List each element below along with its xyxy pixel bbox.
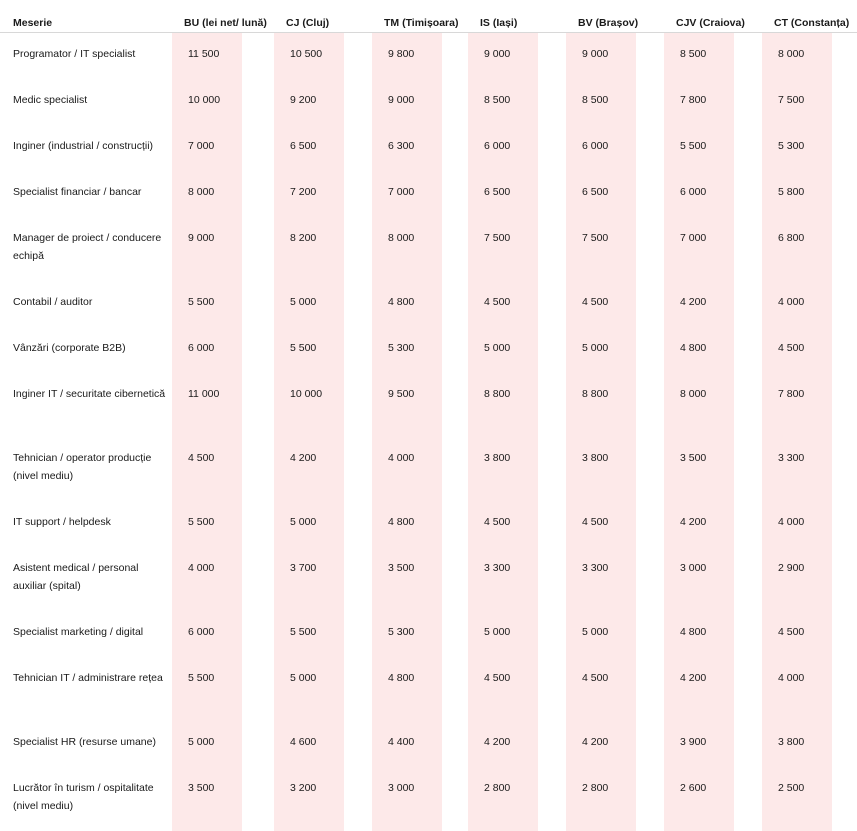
salary-value: 4 000 xyxy=(762,281,832,327)
value-cell xyxy=(172,171,274,217)
salary-value: 2 900 xyxy=(762,547,832,611)
salary-value: 3 300 xyxy=(566,547,636,611)
value-cell xyxy=(664,79,762,125)
job-cell: Lucrător în turism / ospitalitate (nivel mediu) xyxy=(0,767,172,831)
job-cell: Contabil / auditor xyxy=(0,281,172,327)
value-cell xyxy=(372,721,468,767)
salary-value: 8 000 xyxy=(372,217,442,281)
value-cell xyxy=(274,125,372,171)
value-cell xyxy=(762,373,857,437)
value-cell xyxy=(372,657,468,721)
salary-value: 4 000 xyxy=(172,547,242,611)
value-cell xyxy=(566,373,664,437)
salary-value: 4 000 xyxy=(762,657,832,721)
value-cell xyxy=(274,501,372,547)
value-cell xyxy=(566,171,664,217)
header-bu: BU (lei net/ lună) xyxy=(172,0,274,33)
job-cell: Specialist financiar / bancar xyxy=(0,171,172,217)
salary-value: 11 500 xyxy=(172,33,242,79)
salary-value: 7 500 xyxy=(468,217,538,281)
salary-value: 3 300 xyxy=(468,547,538,611)
value-cell xyxy=(372,171,468,217)
value-cell xyxy=(664,33,762,80)
value-cell xyxy=(664,373,762,437)
salary-value: 6 500 xyxy=(274,125,344,171)
salary-value: 4 200 xyxy=(468,721,538,767)
value-cell xyxy=(172,767,274,831)
value-cell xyxy=(664,171,762,217)
salary-value: 8 000 xyxy=(172,171,242,217)
value-cell xyxy=(566,611,664,657)
salary-value: 5 500 xyxy=(172,281,242,327)
salary-value: 3 800 xyxy=(762,721,832,767)
salary-value: 7 000 xyxy=(172,125,242,171)
salary-value: 6 800 xyxy=(762,217,832,281)
value-cell xyxy=(372,327,468,373)
table-row xyxy=(0,501,857,547)
value-cell xyxy=(468,327,566,373)
salary-value: 4 800 xyxy=(664,327,734,373)
salary-value: 6 000 xyxy=(172,611,242,657)
salary-value: 5 300 xyxy=(762,125,832,171)
salary-value: 8 800 xyxy=(468,373,538,437)
salary-value: 5 000 xyxy=(566,327,636,373)
value-cell xyxy=(468,767,566,831)
value-cell xyxy=(566,721,664,767)
salary-value: 2 600 xyxy=(664,767,734,831)
salary-value: 4 200 xyxy=(664,657,734,721)
value-cell xyxy=(762,79,857,125)
value-cell xyxy=(372,79,468,125)
table-row xyxy=(0,217,857,281)
value-cell xyxy=(172,501,274,547)
salary-value: 4 200 xyxy=(274,437,344,501)
value-cell xyxy=(664,125,762,171)
salary-value: 4 000 xyxy=(762,501,832,547)
value-cell xyxy=(274,767,372,831)
salary-value: 5 000 xyxy=(468,327,538,373)
salary-value: 6 000 xyxy=(664,171,734,217)
job-cell: Inginer IT / securitate cibernetică xyxy=(0,373,172,437)
salary-value: 9 000 xyxy=(172,217,242,281)
salary-value: 5 500 xyxy=(274,611,344,657)
salary-value: 3 700 xyxy=(274,547,344,611)
salary-value: 5 800 xyxy=(762,171,832,217)
salary-value: 6 500 xyxy=(566,171,636,217)
value-cell xyxy=(172,281,274,327)
salary-value: 6 000 xyxy=(172,327,242,373)
header-job: Meserie xyxy=(0,0,172,33)
value-cell xyxy=(664,767,762,831)
value-cell xyxy=(762,767,857,831)
value-cell xyxy=(762,437,857,501)
salary-value: 4 600 xyxy=(274,721,344,767)
value-cell xyxy=(664,547,762,611)
salary-value: 5 000 xyxy=(566,611,636,657)
header-is: IS (Iași) xyxy=(468,0,566,33)
value-cell xyxy=(372,217,468,281)
salary-value: 5 000 xyxy=(172,721,242,767)
salary-value: 5 500 xyxy=(172,657,242,721)
value-cell xyxy=(172,217,274,281)
salary-value: 4 500 xyxy=(566,281,636,327)
table-row xyxy=(0,281,857,327)
value-cell xyxy=(664,657,762,721)
value-cell xyxy=(664,327,762,373)
value-cell xyxy=(372,281,468,327)
value-cell xyxy=(468,437,566,501)
value-cell xyxy=(664,217,762,281)
value-cell xyxy=(468,171,566,217)
value-cell xyxy=(762,501,857,547)
table-row xyxy=(0,547,857,611)
value-cell xyxy=(274,171,372,217)
salary-value: 6 300 xyxy=(372,125,442,171)
salary-value: 5 000 xyxy=(274,657,344,721)
value-cell xyxy=(566,281,664,327)
value-cell xyxy=(468,125,566,171)
salary-value: 4 000 xyxy=(372,437,442,501)
value-cell xyxy=(468,547,566,611)
salary-value: 4 200 xyxy=(566,721,636,767)
salary-value: 3 900 xyxy=(664,721,734,767)
salary-value: 9 500 xyxy=(372,373,442,437)
value-cell xyxy=(274,373,372,437)
table-row xyxy=(0,767,857,831)
value-cell xyxy=(664,721,762,767)
table-row xyxy=(0,33,857,80)
salary-value: 7 500 xyxy=(762,79,832,125)
value-cell xyxy=(274,217,372,281)
value-cell xyxy=(274,657,372,721)
value-cell xyxy=(372,611,468,657)
value-cell xyxy=(762,33,857,80)
salary-value: 8 500 xyxy=(468,79,538,125)
value-cell xyxy=(274,611,372,657)
salary-value: 8 000 xyxy=(762,33,832,79)
header-row xyxy=(0,0,857,33)
value-cell xyxy=(372,547,468,611)
header-tm: TM (Timișoara) xyxy=(372,0,468,33)
value-cell xyxy=(566,33,664,80)
job-cell: Vânzări (corporate B2B) xyxy=(0,327,172,373)
value-cell xyxy=(274,33,372,80)
job-cell: Tehnician IT / administrare rețea xyxy=(0,657,172,721)
value-cell xyxy=(172,125,274,171)
salary-value: 4 500 xyxy=(566,657,636,721)
salary-value: 3 000 xyxy=(664,547,734,611)
header-bv: BV (Brașov) xyxy=(566,0,664,33)
salary-value: 10 000 xyxy=(172,79,242,125)
value-cell xyxy=(468,217,566,281)
salary-value: 9 200 xyxy=(274,79,344,125)
value-cell xyxy=(566,79,664,125)
salary-value: 3 300 xyxy=(762,437,832,501)
value-cell xyxy=(664,437,762,501)
salary-value: 8 500 xyxy=(664,33,734,79)
table-row xyxy=(0,437,857,501)
salary-value: 5 500 xyxy=(172,501,242,547)
salary-value: 9 000 xyxy=(566,33,636,79)
salary-value: 8 800 xyxy=(566,373,636,437)
salary-value: 4 800 xyxy=(372,657,442,721)
value-cell xyxy=(664,501,762,547)
salary-value: 4 400 xyxy=(372,721,442,767)
job-cell: Inginer (industrial / construcții) xyxy=(0,125,172,171)
value-cell xyxy=(762,611,857,657)
value-cell xyxy=(468,281,566,327)
value-cell xyxy=(762,547,857,611)
job-cell: Manager de proiect / conducere echipă xyxy=(0,217,172,281)
salary-value: 4 500 xyxy=(762,327,832,373)
value-cell xyxy=(468,79,566,125)
header-ct: CT (Constanța) xyxy=(762,0,857,33)
salary-value: 6 500 xyxy=(468,171,538,217)
job-cell: Specialist HR (resurse umane) xyxy=(0,721,172,767)
value-cell xyxy=(274,437,372,501)
salary-value: 4 800 xyxy=(372,281,442,327)
salary-value: 4 500 xyxy=(468,281,538,327)
salary-value: 2 500 xyxy=(762,767,832,831)
salary-value: 4 500 xyxy=(566,501,636,547)
value-cell xyxy=(372,501,468,547)
value-cell xyxy=(566,767,664,831)
value-cell xyxy=(172,721,274,767)
value-cell xyxy=(762,125,857,171)
value-cell xyxy=(762,217,857,281)
salary-value: 8 000 xyxy=(664,373,734,437)
table-row xyxy=(0,657,857,721)
value-cell xyxy=(566,657,664,721)
salary-value: 3 500 xyxy=(372,547,442,611)
salary-value: 4 500 xyxy=(762,611,832,657)
salary-value: 7 000 xyxy=(664,217,734,281)
salary-value: 5 000 xyxy=(274,281,344,327)
value-cell xyxy=(468,33,566,80)
salary-value: 4 500 xyxy=(172,437,242,501)
salary-value: 10 000 xyxy=(274,373,344,437)
salary-value: 4 500 xyxy=(468,657,538,721)
value-cell xyxy=(664,281,762,327)
value-cell xyxy=(468,657,566,721)
job-cell: IT support / helpdesk xyxy=(0,501,172,547)
table-body xyxy=(0,33,857,831)
value-cell xyxy=(566,327,664,373)
value-cell xyxy=(762,171,857,217)
salary-value: 11 000 xyxy=(172,373,242,437)
salary-value: 2 800 xyxy=(566,767,636,831)
table-row xyxy=(0,125,857,171)
salary-value: 7 800 xyxy=(664,79,734,125)
salary-value: 5 000 xyxy=(468,611,538,657)
value-cell xyxy=(664,611,762,657)
value-cell xyxy=(566,217,664,281)
value-cell xyxy=(762,327,857,373)
value-cell xyxy=(274,281,372,327)
salary-value: 4 500 xyxy=(468,501,538,547)
salary-value: 8 200 xyxy=(274,217,344,281)
value-cell xyxy=(372,125,468,171)
salary-value: 5 000 xyxy=(274,501,344,547)
job-cell: Programator / IT specialist xyxy=(0,33,172,80)
salary-value: 6 000 xyxy=(468,125,538,171)
salary-value: 9 800 xyxy=(372,33,442,79)
salary-value: 5 500 xyxy=(274,327,344,373)
value-cell xyxy=(274,79,372,125)
value-cell xyxy=(762,657,857,721)
value-cell xyxy=(468,611,566,657)
salary-value: 2 800 xyxy=(468,767,538,831)
value-cell xyxy=(172,437,274,501)
value-cell xyxy=(566,437,664,501)
job-cell: Tehnician / operator producție (nivel mediu) xyxy=(0,437,172,501)
value-cell xyxy=(172,327,274,373)
value-cell xyxy=(468,721,566,767)
salary-value: 6 000 xyxy=(566,125,636,171)
salary-value: 3 200 xyxy=(274,767,344,831)
value-cell xyxy=(172,79,274,125)
job-cell: Asistent medical / personal auxiliar (spital) xyxy=(0,547,172,611)
table-row xyxy=(0,611,857,657)
value-cell xyxy=(372,767,468,831)
value-cell xyxy=(762,721,857,767)
value-cell xyxy=(468,501,566,547)
value-cell xyxy=(172,547,274,611)
salary-value: 3 800 xyxy=(566,437,636,501)
value-cell xyxy=(172,611,274,657)
value-cell xyxy=(372,373,468,437)
value-cell xyxy=(372,33,468,80)
salary-value: 7 500 xyxy=(566,217,636,281)
table-row xyxy=(0,79,857,125)
value-cell xyxy=(372,437,468,501)
value-cell xyxy=(274,547,372,611)
value-cell xyxy=(172,373,274,437)
job-cell: Specialist marketing / digital xyxy=(0,611,172,657)
job-cell: Medic specialist xyxy=(0,79,172,125)
salary-value: 7 000 xyxy=(372,171,442,217)
value-cell xyxy=(566,501,664,547)
value-cell xyxy=(566,125,664,171)
salary-value: 3 500 xyxy=(172,767,242,831)
table-row xyxy=(0,721,857,767)
value-cell xyxy=(274,721,372,767)
salary-value: 10 500 xyxy=(274,33,344,79)
salary-value: 4 800 xyxy=(664,611,734,657)
salary-value: 9 000 xyxy=(468,33,538,79)
value-cell xyxy=(172,657,274,721)
salary-value: 9 000 xyxy=(372,79,442,125)
salary-value: 5 500 xyxy=(664,125,734,171)
table-row xyxy=(0,327,857,373)
salary-value: 3 000 xyxy=(372,767,442,831)
value-cell xyxy=(468,373,566,437)
salary-value: 3 800 xyxy=(468,437,538,501)
header-cj: CJ (Cluj) xyxy=(274,0,372,33)
salary-value: 7 200 xyxy=(274,171,344,217)
salary-value: 7 800 xyxy=(762,373,832,437)
value-cell xyxy=(566,547,664,611)
value-cell xyxy=(274,327,372,373)
salary-value: 8 500 xyxy=(566,79,636,125)
salary-value: 4 800 xyxy=(372,501,442,547)
salary-value: 4 200 xyxy=(664,501,734,547)
salary-value: 3 500 xyxy=(664,437,734,501)
salary-value: 5 300 xyxy=(372,327,442,373)
salary-value: 4 200 xyxy=(664,281,734,327)
value-cell xyxy=(172,33,274,80)
value-cell xyxy=(762,281,857,327)
table-row xyxy=(0,373,857,437)
salary-value: 5 300 xyxy=(372,611,442,657)
table-row xyxy=(0,171,857,217)
header-cjv: CJV (Craiova) xyxy=(664,0,762,33)
